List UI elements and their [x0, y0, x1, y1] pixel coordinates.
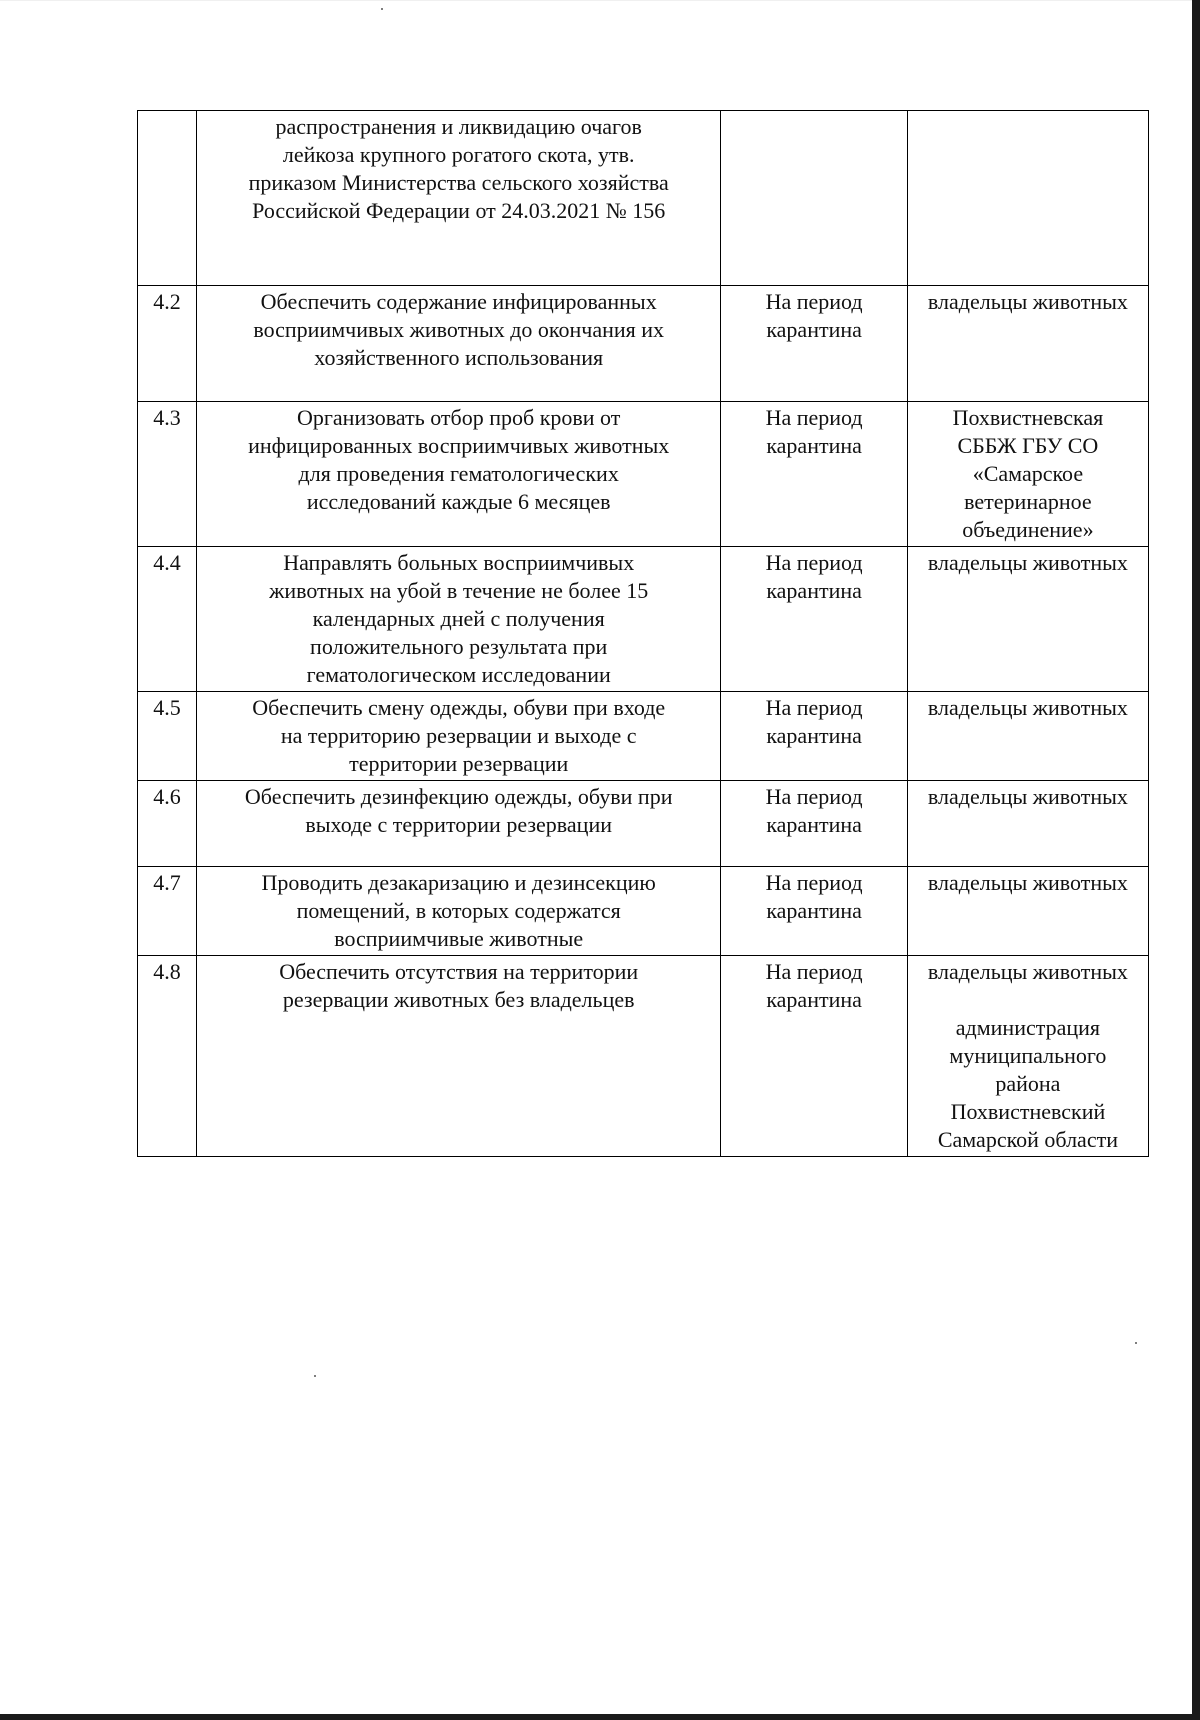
row-action: Организовать отбор проб крови от инфицированных восприимчивых животных для проведения гематологических исследований каждые 6 месяцев — [196, 402, 720, 547]
row-term: На период карантина — [721, 286, 907, 402]
row-term: На период карантина — [721, 781, 907, 867]
scan-speck — [314, 1375, 316, 1377]
scan-edge-top — [0, 0, 1200, 1]
row-action: Обеспечить отсутствия на территории резервации животных без владельцев — [196, 956, 720, 1157]
row-responsible — [907, 111, 1148, 286]
table-row — [138, 111, 1149, 286]
scan-speck — [381, 8, 383, 10]
row-action: Обеспечить смену одежды, обуви при входе на территорию резервации и выходе с территории резервации — [196, 692, 720, 781]
row-number: 4.6 — [138, 781, 197, 867]
table-row — [138, 956, 1149, 1157]
row-term: На период карантина — [721, 956, 907, 1157]
measures-table — [137, 110, 1149, 1157]
row-term: На период карантина — [721, 547, 907, 692]
row-responsible: владельцы животных — [907, 286, 1148, 402]
row-action: Проводить дезакаризацию и дезинсекцию помещений, в которых содержатся восприимчивые животные — [196, 867, 720, 956]
row-action: Обеспечить дезинфекцию одежды, обуви при выходе с территории резервации — [196, 781, 720, 867]
row-action: Направлять больных восприимчивых животных на убой в течение не более 15 календарных дней с получения положительного результата при гематологическом исследовании — [196, 547, 720, 692]
table-row — [138, 781, 1149, 867]
table-row — [138, 402, 1149, 547]
row-number: 4.2 — [138, 286, 197, 402]
row-number: 4.8 — [138, 956, 197, 1157]
table-row — [138, 547, 1149, 692]
row-responsible: владельцы животных — [907, 547, 1148, 692]
row-action: Обеспечить содержание инфицированных восприимчивых животных до окончания их хозяйственного использования — [196, 286, 720, 402]
row-term — [721, 111, 907, 286]
row-term: На период карантина — [721, 692, 907, 781]
scan-speck — [1135, 1342, 1137, 1344]
row-responsible: владельцы животных администрация муниципального района Похвистневский Самарской области — [907, 956, 1148, 1157]
scan-edge-bottom — [0, 1714, 1200, 1720]
table-row — [138, 692, 1149, 781]
scan-edge-right — [1192, 0, 1200, 1720]
row-term: На период карантина — [721, 402, 907, 547]
row-responsible: владельцы животных — [907, 692, 1148, 781]
row-responsible: владельцы животных — [907, 781, 1148, 867]
row-number: 4.5 — [138, 692, 197, 781]
table-row — [138, 867, 1149, 956]
row-number: 4.7 — [138, 867, 197, 956]
row-number — [138, 111, 197, 286]
row-number: 4.4 — [138, 547, 197, 692]
row-responsible: Похвистневская СББЖ ГБУ СО «Самарское ветеринарное объединение» — [907, 402, 1148, 547]
row-action: распространения и ликвидацию очагов лейкоза крупного рогатого скота, утв. приказом Министерства сельского хозяйства Российской Федерации от 24.03.2021 № 156 — [196, 111, 720, 286]
row-responsible: владельцы животных — [907, 867, 1148, 956]
table-row — [138, 286, 1149, 402]
row-number: 4.3 — [138, 402, 197, 547]
row-term: На период карантина — [721, 867, 907, 956]
